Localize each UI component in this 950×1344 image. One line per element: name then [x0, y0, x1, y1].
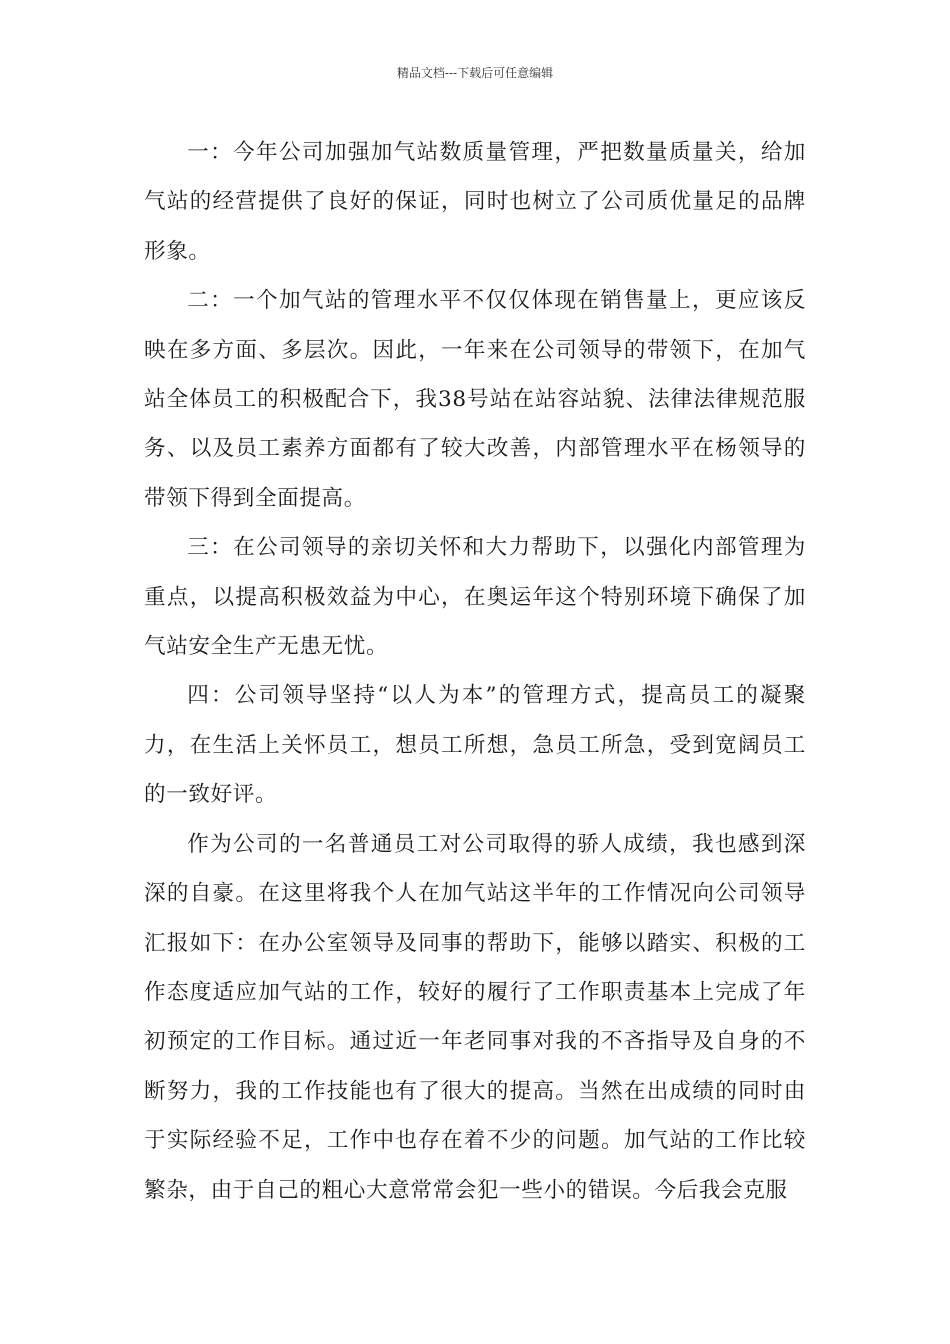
paragraph-4: 四：公司领导坚持“以人为本”的管理方式，提高员工的凝聚力，在生活上关怀员工，想员工所想，急员工所急，受到宽阔员工的一致好评。	[144, 683, 806, 808]
paragraph-5: 作为公司的一名普通员工对公司取得的骄人成绩，我也感到深深的自豪。在这里将我个人在加气站这半年的工作情况向公司领导汇报如下：在办公室领导及同事的帮助下，能够以踏实、积极的工作态度适应加气站的工作，较好的履行了工作职责基本上完成了年初预定的工作目标。通过近一年老同事对我的不吝指导及自身的不断努力，我的工作技能也有了很大的提高。当然在出成绩的同时由于实际经验不足，工作中也存在着不少的问题。加气站的工作比较繁杂，由于自己的粗心大意常常会犯一些小的错误。今后我会克服	[144, 831, 806, 1203]
paragraph-3: 三：在公司领导的亲切关怀和大力帮助下，以强化内部管理为重点，以提高积极效益为中心，在奥运年这个特别环境下确保了加气站安全生产无患无忧。	[144, 535, 806, 660]
paragraph-1: 一：今年公司加强加气站数质量管理，严把数量质量关，给加气站的经营提供了良好的保证，同时也树立了公司质优量足的品牌形象。	[144, 140, 806, 264]
document-body	[144, 128, 806, 1215]
paragraph-2: 二：一个加气站的管理水平不仅仅体现在销售量上，更应该反映在多方面、多层次。因此，一年来在公司领导的带领下，在加气站全体员工的积极配合下，我38号站在站容站貌、法律法律规范服务、以及员工素养方面都有了较大改善，内部管理水平在杨领导的带领下得到全面提高。	[144, 288, 806, 511]
page-header: 精品文档---下载后可任意编辑	[396, 66, 554, 80]
